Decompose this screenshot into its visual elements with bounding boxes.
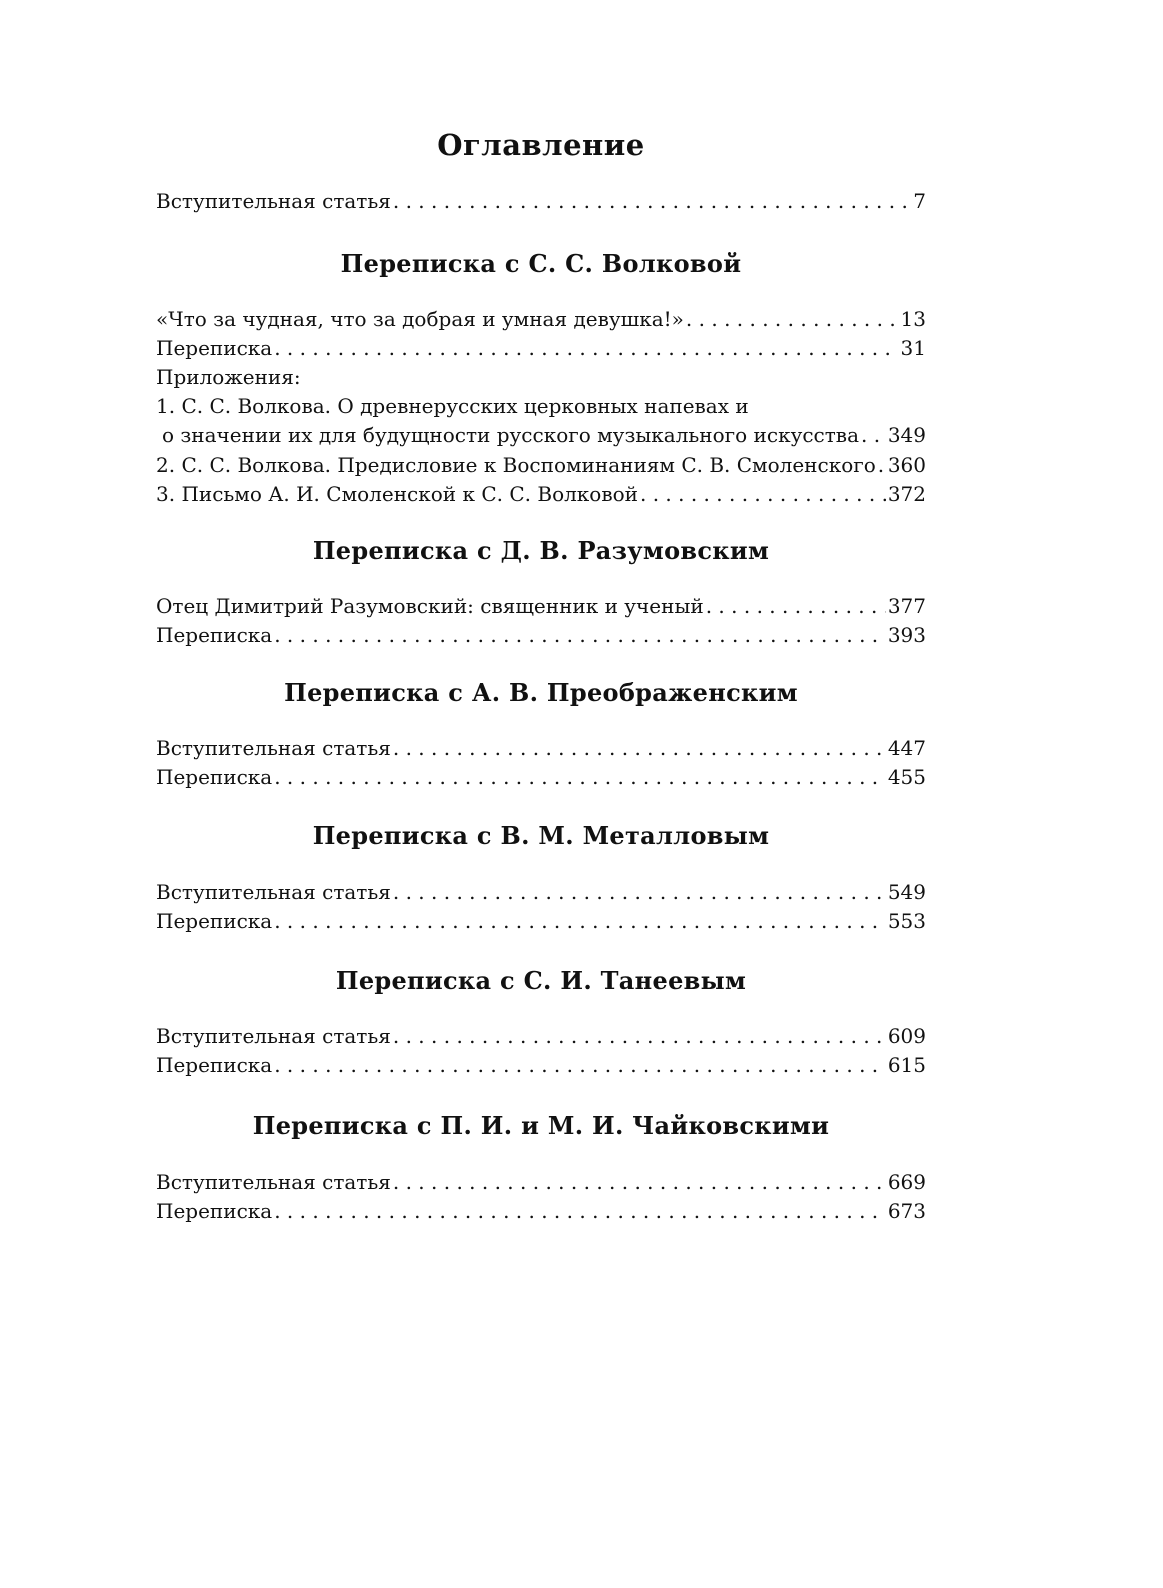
- entry-page: 372: [887, 482, 926, 506]
- toc-entry[interactable]: [156, 1021, 926, 1051]
- dot-leader: [274, 620, 886, 650]
- entry-label: Вступительная статья: [156, 880, 391, 904]
- toc-entry[interactable]: [156, 479, 926, 509]
- toc-entry[interactable]: [156, 877, 926, 907]
- dot-leader: [274, 1196, 886, 1226]
- toc-entry[interactable]: [156, 450, 926, 480]
- appendix-entry-line1[interactable]: 1. С. С. Волкова. О древнерусских церковных напевах и: [156, 394, 749, 418]
- entry-page: 609: [887, 1024, 926, 1048]
- toc-entry[interactable]: [156, 733, 926, 763]
- section-heading-razumovsky: Переписка с Д. В. Разумовским: [312, 536, 770, 565]
- toc-entry[interactable]: [156, 1050, 926, 1080]
- entry-label: 2. С. С. Волкова. Предисловие к Воспоминаниям С. В. Смоленского: [156, 453, 876, 477]
- entry-label: Переписка: [156, 1199, 273, 1223]
- section-heading-taneev: Переписка с С. И. Танеевым: [335, 966, 747, 995]
- entry-page: 455: [887, 765, 926, 789]
- toc-entry[interactable]: [156, 620, 926, 650]
- dot-leader: [861, 420, 886, 450]
- entry-label: «Что за чудная, что за добрая и умная девушка!»: [156, 307, 684, 331]
- section-heading-volkova: Переписка с С. С. Волковой: [340, 249, 742, 278]
- entry-label: о значении их для будущности русского музыкального искусства: [162, 423, 859, 447]
- dot-leader: [640, 479, 886, 509]
- dot-leader: [393, 1167, 886, 1197]
- entry-page: 393: [887, 623, 926, 647]
- toc-entry[interactable]: [156, 591, 926, 621]
- entry-page: 377: [887, 594, 926, 618]
- dot-leader: [274, 762, 886, 792]
- toc-entry[interactable]: [156, 304, 926, 334]
- entry-label: Вступительная статья: [156, 1170, 391, 1194]
- entry-label: Отец Димитрий Разумовский: священник и ученый: [156, 594, 704, 618]
- entry-page: 13: [900, 307, 926, 331]
- dot-leader: [878, 450, 886, 480]
- section-heading-preobrazhensky: Переписка с А. В. Преображенским: [284, 678, 798, 707]
- toc-entry[interactable]: [162, 420, 926, 450]
- dot-leader: [706, 591, 886, 621]
- dot-leader: [393, 733, 886, 763]
- entry-page: 615: [887, 1053, 926, 1077]
- appendix-label: Приложения:: [156, 365, 301, 389]
- entry-label: Переписка: [156, 909, 273, 933]
- entry-page: 447: [887, 736, 926, 760]
- entry-label: 3. Письмо А. И. Смоленской к С. С. Волковой: [156, 482, 638, 506]
- entry-page: 360: [887, 453, 926, 477]
- section-heading-metallov: Переписка с В. М. Металловым: [312, 821, 770, 850]
- toc-entry[interactable]: [156, 762, 926, 792]
- entry-label: Переписка: [156, 765, 273, 789]
- entry-label: Переписка: [156, 1053, 273, 1077]
- dot-leader: [393, 186, 911, 216]
- entry-page: 673: [887, 1199, 926, 1223]
- dot-leader: [393, 877, 886, 907]
- entry-page: 349: [887, 423, 926, 447]
- dot-leader: [274, 1050, 886, 1080]
- entry-page: 553: [887, 909, 926, 933]
- section-heading-tchaikovsky: Переписка с П. И. и М. И. Чайковскими: [252, 1111, 830, 1140]
- entry-page: 669: [887, 1170, 926, 1194]
- dot-leader: [686, 304, 899, 334]
- dot-leader: [274, 333, 898, 363]
- entry-page: 31: [900, 336, 926, 360]
- page-title: Оглавление: [437, 128, 645, 162]
- toc-entry[interactable]: [156, 1167, 926, 1197]
- dot-leader: [393, 1021, 886, 1051]
- toc-entry[interactable]: [156, 333, 926, 363]
- entry-label: Вступительная статья: [156, 189, 391, 213]
- dot-leader: [274, 906, 886, 936]
- entry-label: Переписка: [156, 623, 273, 647]
- entry-label: Переписка: [156, 336, 273, 360]
- entry-page: 7: [913, 189, 926, 213]
- toc-entry-intro[interactable]: [156, 186, 926, 216]
- toc-entry[interactable]: [156, 1196, 926, 1226]
- toc-entry[interactable]: [156, 906, 926, 936]
- entry-page: 549: [887, 880, 926, 904]
- entry-label: Вступительная статья: [156, 736, 391, 760]
- entry-label: Вступительная статья: [156, 1024, 391, 1048]
